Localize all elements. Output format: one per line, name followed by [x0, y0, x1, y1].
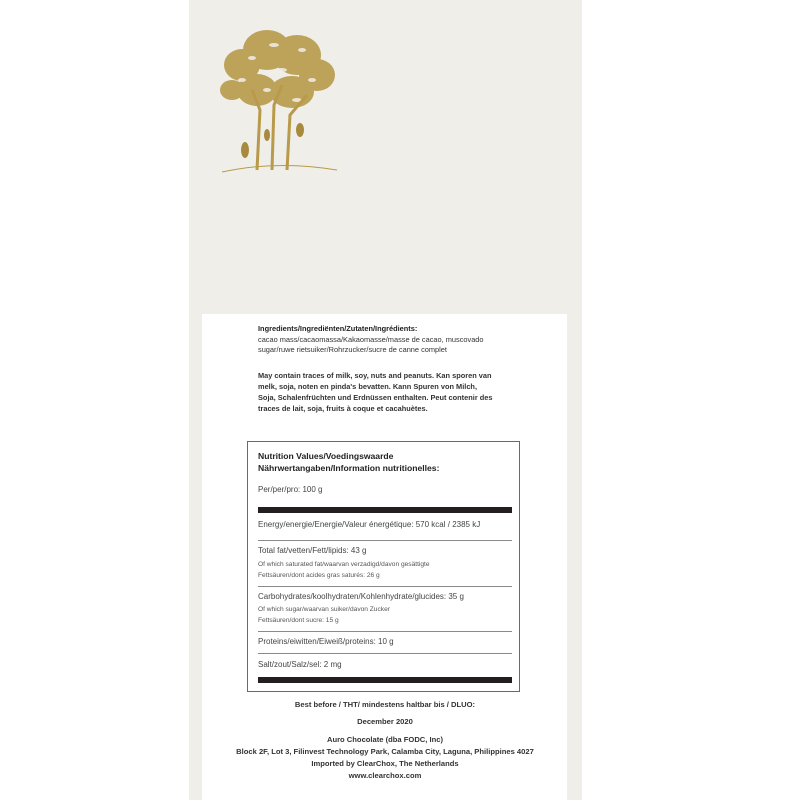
allergen-line: melk, soja, noten en pinda's bevatten. Kann Spuren von Milch, — [258, 382, 477, 391]
divider-thick — [258, 507, 512, 513]
divider — [258, 653, 512, 654]
allergen-line: May contain traces of milk, soy, nuts and peanuts. Kan sporen van — [258, 371, 492, 380]
ingredients-heading: Ingredients/Ingrediënten/Zutaten/Ingrédients: — [258, 324, 418, 333]
saturated-fat-row: Fettsäuren/dont acides gras saturés: 26 g — [258, 572, 380, 579]
best-before-date: December 2020 — [357, 717, 413, 726]
divider — [258, 586, 512, 587]
importer: Imported by ClearChox, The Netherlands — [311, 759, 459, 768]
nutrition-table — [247, 441, 520, 692]
company-address: Block 2F, Lot 3, Filinvest Technology Park, Calamba City, Laguna, Philippines 4027 — [236, 747, 534, 756]
saturated-fat-row: Of which saturated fat/waarvan verzadigd/davon gesättigte — [258, 561, 430, 568]
allergen-line: Soja, Schalenfrüchten und Erdnüssen enthalten. Peut contenir des — [258, 393, 493, 402]
proteins-row: Proteins/eiwitten/Eiweiß/proteins: 10 g — [258, 637, 394, 646]
nutrition-title-line: Nährwertangaben/Information nutritionelles: — [258, 463, 440, 473]
sugar-row: Of which sugar/waarvan suiker/davon Zucker — [258, 606, 390, 613]
company-name: Auro Chocolate (dba FODC, Inc) — [326, 735, 444, 744]
carbs-row: Carbohydrates/koolhydraten/Kohlenhydrate/glucides: 35 g — [258, 592, 464, 601]
sugar-row: Fettsäuren/dont sucre: 15 g — [258, 617, 339, 624]
ingredients-line: sugar/ruwe rietsuiker/Rohrzucker/sucre de canne complet — [258, 345, 447, 355]
nutrition-title-line: Nutrition Values/Voedingswaarde — [258, 451, 394, 461]
per-serving: Per/per/pro: 100 g — [258, 485, 323, 494]
website: www.clearchox.com — [348, 771, 422, 780]
divider-thick — [258, 677, 512, 683]
energy-row: Energy/energie/Energie/Valeur énergétique: 570 kcal / 2385 kJ — [258, 520, 481, 529]
nutrition-title — [258, 450, 518, 474]
divider — [258, 540, 512, 541]
cacao-tree-illustration — [212, 20, 342, 180]
fat-row: Total fat/vetten/Fett/lipids: 43 g — [258, 546, 367, 555]
divider — [258, 631, 512, 632]
best-before-label: Best before / THT/ mindestens haltbar bis / DLUO: — [294, 700, 476, 709]
ingredients-block — [258, 324, 533, 356]
ingredients-line: cacao mass/cacaomassa/Kakaomasse/masse de cacao, muscovado — [258, 334, 484, 344]
allergen-line: traces de lait, soja, fruits à coque et cacahuètes. — [258, 404, 428, 413]
salt-row: Salt/zout/Salz/sel: 2 mg — [258, 660, 342, 669]
allergen-statement — [258, 370, 528, 414]
